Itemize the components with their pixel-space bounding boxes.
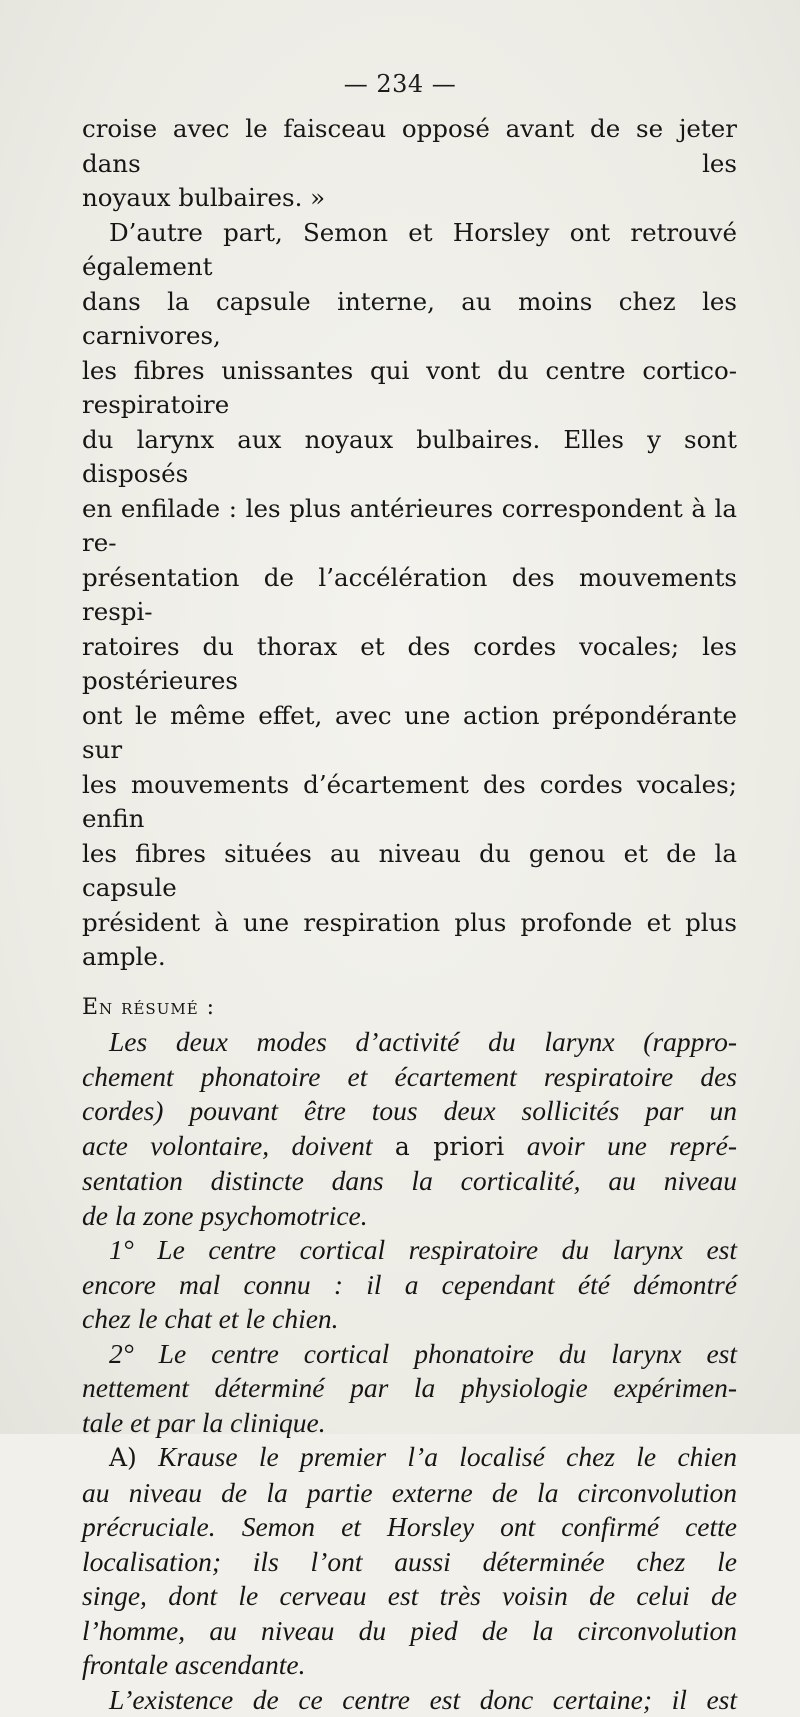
page-number: — 234 — — [0, 70, 800, 98]
paragraph-4-line: encore mal connu : il a cependant été démontré — [82, 1268, 737, 1303]
paragraph-6-line: frontale ascendante. — [82, 1648, 737, 1683]
paragraph-3-line — [82, 1129, 737, 1165]
list-marker: A) — [109, 1443, 137, 1472]
paragraph-5-line: nettement déterminé par la physiologie expérimen- — [82, 1371, 737, 1406]
paragraph-2-line: président à une respiration plus profonde et plus — [82, 906, 737, 941]
paragraph-3-line: chement phonatoire et écartement respiratoire des — [82, 1060, 737, 1095]
latin-roman-run: a priori — [395, 1132, 504, 1161]
paragraph-6-line: localisation; ils l’ont aussi déterminée chez le — [82, 1545, 737, 1580]
paragraph-2-line: ample. — [82, 940, 737, 975]
section-heading-text: En résumé : — [82, 995, 215, 1020]
paragraph-2-line: dans la capsule interne, au moins chez les carnivores, — [82, 285, 737, 354]
paragraph-6-line: singe, dont le cerveau est très voisin de celui de — [82, 1579, 737, 1614]
paragraph-2-line: les fibres situées au niveau du genou et de la capsule — [82, 837, 737, 906]
paragraph-2-line: les fibres unissantes qui vont du centre cortico-respiratoire — [82, 354, 737, 423]
italic-run: avoir une repré- — [527, 1130, 737, 1161]
paragraph-2-line: les mouvements d’écartement des cordes vocales; enfin — [82, 768, 737, 837]
body-text — [82, 112, 737, 1717]
paragraph-6-line: précruciale. Semon et Horsley ont confirmé cette — [82, 1510, 737, 1545]
paragraph-6-line: au niveau de la partie externe de la circonvolution — [82, 1476, 737, 1511]
paragraph-1-line: croise avec le faisceau opposé avant de se jeter dans les — [82, 112, 737, 181]
paragraph-7-line: L’existence de ce centre est donc certaine; il est — [82, 1683, 737, 1717]
paragraph-3-line: cordes) pouvant être tous deux sollicités par un — [82, 1094, 737, 1129]
paragraph-3-line: de la zone psychomotrice. — [82, 1199, 737, 1234]
paragraph-2-line: du larynx aux noyaux bulbaires. Elles y sont disposés — [82, 423, 737, 492]
paragraph-2-line: D’autre part, Semon et Horsley ont retrouvé également — [82, 216, 737, 285]
paragraph-2-line: présentation de l’accélération des mouvements respi- — [82, 561, 737, 630]
paragraph-5-line: tale et par la clinique. — [82, 1406, 737, 1441]
paragraph-3-line: sentation distincte dans la corticalité, au niveau — [82, 1164, 737, 1199]
paragraph-5-line: 2° Le centre cortical phonatoire du larynx est — [82, 1337, 737, 1372]
paragraph-2-line: en enfilade : les plus antérieures correspondent à la re- — [82, 492, 737, 561]
paragraph-2-line: ont le même effet, avec une action prépondérante sur — [82, 699, 737, 768]
italic-run: Krause le premier l’a localisé chez le chien — [158, 1441, 737, 1472]
paragraph-2-line: ratoires du thorax et des cordes vocales; les postérieures — [82, 630, 737, 699]
paragraph-6-line — [82, 1440, 737, 1476]
italic-run: acte volontaire, doivent — [82, 1130, 372, 1161]
section-heading — [82, 991, 737, 1026]
paragraph-4-line: chez le chat et le chien. — [82, 1302, 737, 1337]
paragraph-4-line: 1° Le centre cortical respiratoire du larynx est — [82, 1233, 737, 1268]
paragraph-1-line: noyaux bulbaires. » — [82, 181, 737, 216]
paragraph-3-line: Les deux modes d’activité du larynx (rappro- — [82, 1025, 737, 1060]
paragraph-6-line: l’homme, au niveau du pied de la circonvolution — [82, 1614, 737, 1649]
